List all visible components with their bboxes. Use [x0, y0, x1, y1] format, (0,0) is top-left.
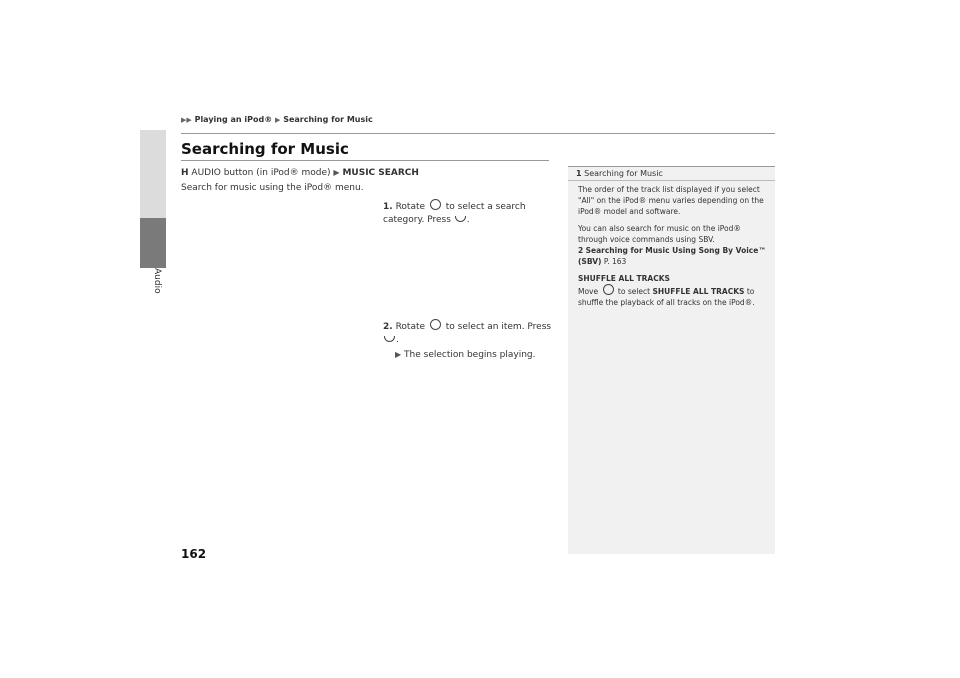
interface-dial-press-icon	[384, 336, 395, 342]
music-search-label: MUSIC SEARCH	[342, 168, 419, 178]
shuffle-option-label: SHUFFLE ALL TRACKS	[652, 287, 745, 296]
sidebar-heading	[576, 169, 663, 178]
sidebar-text: to select	[617, 287, 651, 296]
breadcrumb-arrow-icon: ▶▶	[181, 116, 192, 124]
interface-dial-press-icon	[455, 216, 466, 222]
notes-sidebar	[568, 166, 775, 554]
header-divider	[181, 133, 775, 134]
step-text: to select a search category. Press	[383, 202, 526, 225]
cross-reference-page[interactable]: P. 163	[603, 257, 627, 266]
step-text: to select an item. Press	[445, 322, 552, 332]
step-number: 1.	[383, 202, 393, 212]
result-arrow-icon: ▶	[395, 350, 402, 359]
result-text: The selection begins playing.	[404, 350, 536, 360]
button-path-label: AUDIO button (in iPod® mode)	[191, 168, 331, 178]
step-text: Rotate	[395, 322, 426, 332]
sidebar-body	[578, 184, 770, 314]
step-2	[383, 319, 553, 347]
step-result	[395, 348, 536, 362]
section-label: Audio	[152, 268, 162, 294]
title-divider	[181, 160, 549, 161]
sidebar-paragraph: The order of the track list displayed if you select "All" on the iPod® menu varies depending on the iPod® model and software.	[578, 185, 764, 216]
step-text: .	[466, 215, 470, 225]
cross-reference-icon: 2	[578, 246, 584, 255]
sidebar-text: You can also search for music on the iPod® through voice commands using SBV.	[578, 224, 741, 244]
cross-reference-link[interactable]: Searching for Music Using Song By Voice™ (SBV)	[578, 246, 766, 266]
note-icon: 1	[576, 169, 582, 178]
section-tab-upper	[140, 130, 166, 218]
interface-dial-rotate-icon	[430, 319, 441, 330]
sidebar-heading-text: Searching for Music	[584, 169, 663, 178]
arrow-icon: ▶	[333, 168, 340, 177]
intro-description: Search for music using the iPod® menu.	[181, 183, 364, 193]
step-text: .	[396, 335, 399, 345]
button-path	[181, 166, 419, 180]
page-title: Searching for Music	[181, 140, 349, 158]
page-number: 162	[181, 547, 207, 561]
shuffle-heading: SHUFFLE ALL TRACKS	[578, 274, 670, 283]
interface-dial-move-icon	[603, 284, 614, 295]
section-tab	[140, 218, 166, 268]
breadcrumb	[181, 115, 373, 124]
breadcrumb-arrow-icon: ▶	[275, 116, 281, 124]
sidebar-text: to shuffle the playback of all tracks on the iPod®.	[578, 287, 755, 307]
step-text: Rotate	[395, 202, 426, 212]
breadcrumb-item-ipod[interactable]: Playing an iPod®	[194, 115, 273, 124]
sidebar-paragraph	[578, 223, 770, 267]
sidebar-heading-divider	[568, 180, 775, 181]
breadcrumb-item-search[interactable]: Searching for Music	[283, 115, 373, 124]
interface-dial-rotate-icon	[430, 199, 441, 210]
home-icon: H	[181, 168, 189, 178]
step-1	[383, 199, 553, 227]
sidebar-paragraph	[578, 273, 770, 308]
step-number: 2.	[383, 322, 393, 332]
sidebar-text: Move	[578, 287, 599, 296]
